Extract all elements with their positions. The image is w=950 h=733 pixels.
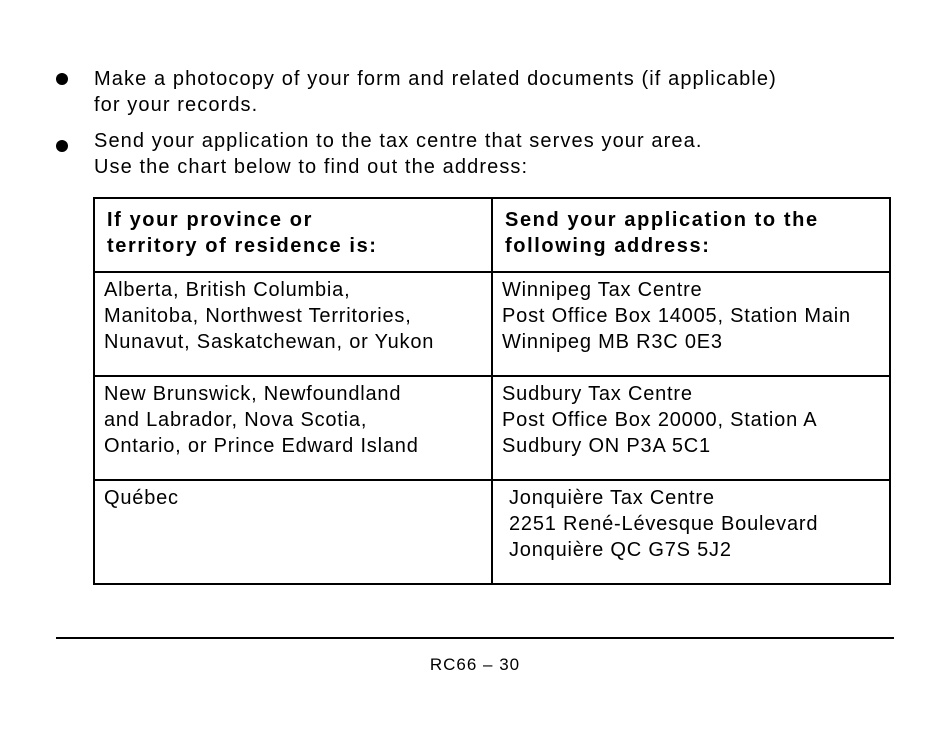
province-column-header: If your province or territory of residence is: — [94, 198, 492, 272]
province-cell: Alberta, British Columbia, Manitoba, Northwest Territories, Nunavut, Saskatchewan, or Yukon — [94, 272, 492, 376]
footer-divider — [56, 637, 894, 639]
instruction-line: Make a photocopy of your form and related documents (if applicable) — [94, 68, 777, 90]
instruction-item — [56, 66, 916, 118]
address-cell: Jonquière Tax Centre 2251 René-Lévesque Boulevard Jonquière QC G7S 5J2 — [492, 480, 890, 584]
table-row — [94, 272, 890, 376]
bullet-icon — [56, 73, 68, 85]
table-row — [94, 480, 890, 584]
table-header-row — [94, 198, 890, 272]
tax-centre-table — [93, 197, 891, 585]
address-cell: Winnipeg Tax Centre Post Office Box 14005, Station Main Winnipeg MB R3C 0E3 — [492, 272, 890, 376]
instruction-item — [56, 128, 916, 180]
bullet-icon — [56, 140, 68, 152]
address-cell: Sudbury Tax Centre Post Office Box 20000, Station A Sudbury ON P3A 5C1 — [492, 376, 890, 480]
instruction-line: for your records. — [94, 94, 259, 116]
province-cell: New Brunswick, Newfoundland and Labrador, Nova Scotia, Ontario, or Prince Edward Island — [94, 376, 492, 480]
page-number: RC66 – 30 — [429, 655, 521, 674]
instruction-line: Use the chart below to find out the address: — [94, 156, 529, 178]
address-column-header: Send your application to the following address: — [492, 198, 890, 272]
table-row — [94, 376, 890, 480]
instruction-list — [56, 66, 916, 190]
province-cell: Québec — [94, 480, 492, 584]
instruction-line: Send your application to the tax centre that serves your area. — [94, 130, 703, 152]
